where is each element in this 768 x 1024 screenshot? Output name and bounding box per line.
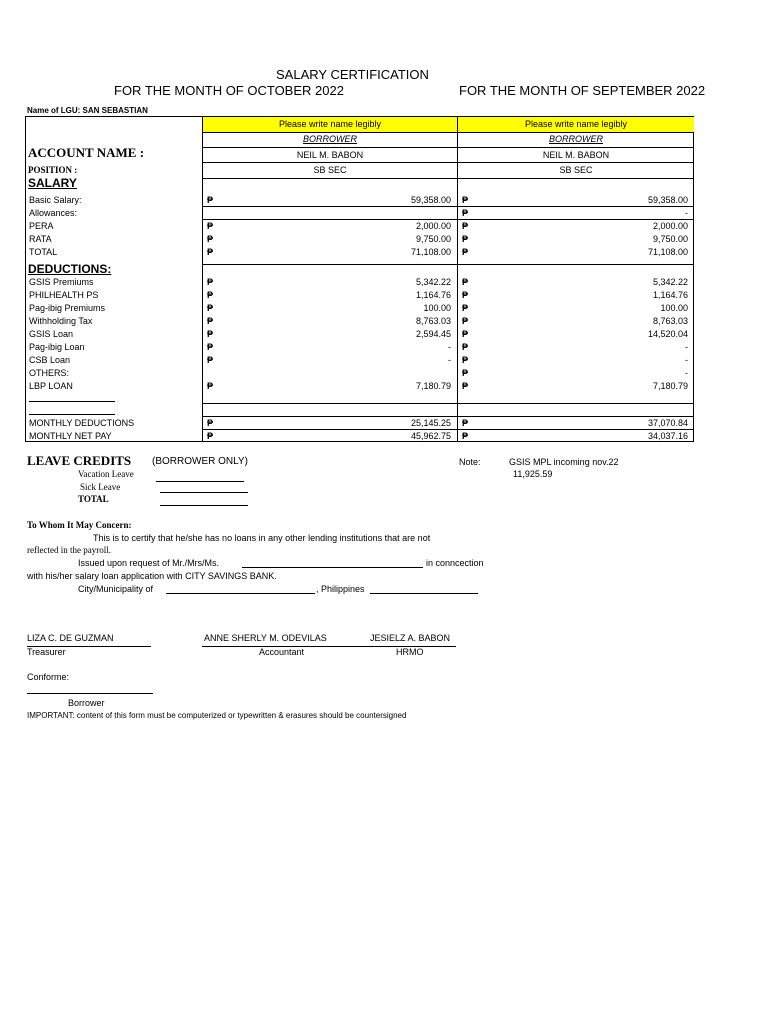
peso-sign: ₱ (462, 381, 469, 391)
cert-line3a: Issued upon request of Mr./Mrs/Ms. (78, 558, 220, 568)
peso-sign: ₱ (462, 316, 469, 326)
leave-total-label: TOTAL (78, 494, 109, 504)
peso-sign: ₱ (462, 290, 469, 300)
peso-sign: ₱ (207, 234, 214, 244)
signatory-3-role: HRMO (396, 647, 424, 657)
signatory-1-name: LIZA C. DE GUZMAN (27, 633, 114, 643)
borrower-label-2: BORROWER (549, 134, 603, 144)
row-label: MONTHLY NET PAY (29, 431, 112, 441)
value-col1: 1,164.76 (415, 290, 451, 300)
borrower-only: (BORROWER ONLY) (152, 456, 248, 467)
value-col2: 14,520.04 (647, 329, 688, 339)
cert-line3b: in conncection (426, 558, 484, 568)
peso-sign: ₱ (207, 329, 214, 339)
value-col1: - (448, 355, 451, 365)
borrower-label-1: BORROWER (303, 134, 357, 144)
value-col2: - (685, 208, 688, 218)
signatory-1-role: Treasurer (27, 647, 66, 657)
value-col2: 100.00 (660, 303, 688, 313)
value-col2: 37,070.84 (647, 418, 688, 428)
value-col1: 59,358.00 (410, 195, 451, 205)
value-col2: 8,763.03 (652, 316, 688, 326)
leave-heading: LEAVE CREDITS (27, 453, 132, 468)
signatory-2-name: ANNE SHERLY M. ODEVILAS (204, 633, 327, 643)
peso-sign: ₱ (462, 247, 469, 257)
borrower-sign-label: Borrower (68, 698, 105, 708)
row-label: LBP LOAN (29, 381, 73, 391)
peso-sign: ₱ (462, 342, 469, 352)
value-col2: - (685, 342, 688, 352)
value-col2: 2,000.00 (652, 221, 688, 231)
note-amount: 11,925.59 (513, 469, 553, 479)
deductions-heading: DEDUCTIONS: (28, 262, 112, 276)
header-note-1: Please write name legibly (203, 117, 457, 132)
value-col1: 2,594.45 (415, 329, 451, 339)
row-label: GSIS Loan (29, 329, 74, 339)
value-col1: 9,750.00 (415, 234, 451, 244)
peso-sign: ₱ (207, 277, 214, 287)
peso-sign: ₱ (462, 355, 469, 365)
cert-line1: This is to certify that he/she has no loans in any other lending institutions that are not (93, 533, 431, 543)
lgu-name: Name of LGU: SAN SEBASTIAN (27, 106, 148, 115)
peso-sign: ₱ (207, 316, 214, 326)
value-col1: 25,145.25 (410, 418, 451, 428)
row-label: PHILHEALTH PS (29, 290, 99, 300)
peso-sign: ₱ (462, 234, 469, 244)
row-label: TOTAL (29, 247, 58, 257)
row-label: CSB Loan (29, 355, 71, 365)
value-col2: 71,108.00 (647, 247, 688, 257)
row-label: MONTHLY DEDUCTIONS (29, 418, 135, 428)
peso-sign: ₱ (207, 418, 214, 428)
cert-line2: reflected in the payroll. (27, 545, 111, 555)
peso-sign: ₱ (462, 277, 469, 287)
peso-sign: ₱ (207, 381, 214, 391)
peso-sign: ₱ (462, 221, 469, 231)
position-label: POSITION : (28, 165, 78, 175)
cert-line4: with his/her salary loan application with CITY SAVINGS BANK. (27, 571, 277, 581)
peso-sign: ₱ (462, 368, 469, 378)
value-col2: - (685, 355, 688, 365)
salutation: To Whom It May Concern: (27, 520, 132, 530)
row-label: Withholding Tax (29, 316, 93, 326)
value-col1: - (448, 342, 451, 352)
value-col1: 5,342.22 (415, 277, 451, 287)
value-col2: 59,358.00 (647, 195, 688, 205)
peso-sign: ₱ (462, 418, 469, 428)
row-label: Basic Salary: (29, 195, 82, 205)
header-note-2: Please write name legibly (458, 117, 694, 132)
value-col1: 2,000.00 (415, 221, 451, 231)
value-col2: - (685, 368, 688, 378)
peso-sign: ₱ (207, 195, 214, 205)
salary-table (25, 116, 694, 442)
name-col1: NEIL M. BABON (296, 150, 364, 160)
row-label: Pag-ibig Premiums (29, 303, 106, 313)
value-col2: 9,750.00 (652, 234, 688, 244)
name-col2: NEIL M. BABON (542, 150, 610, 160)
month-left: FOR THE MONTH OF OCTOBER 2022 (114, 83, 344, 98)
peso-sign: ₱ (462, 303, 469, 313)
value-col2: 34,037.16 (647, 431, 688, 441)
value-col1: 71,108.00 (410, 247, 451, 257)
peso-sign: ₱ (462, 208, 469, 218)
value-col1: 100.00 (423, 303, 451, 313)
conforme-label: Conforme: (27, 672, 70, 682)
row-label: OTHERS: (29, 368, 70, 378)
peso-sign: ₱ (462, 431, 469, 441)
peso-sign: ₱ (207, 431, 214, 441)
peso-sign: ₱ (207, 247, 214, 257)
peso-sign: ₱ (462, 195, 469, 205)
peso-sign: ₱ (207, 303, 214, 313)
value-col2: 1,164.76 (652, 290, 688, 300)
peso-sign: ₱ (462, 329, 469, 339)
value-col1: 8,763.03 (415, 316, 451, 326)
note-text: GSIS MPL incoming nov.22 (509, 457, 619, 467)
important-note: IMPORTANT: content of this form must be computerized or typewritten & erasures should be countersigned (27, 711, 407, 720)
row-label: PERA (29, 221, 54, 231)
vacation-leave-label: Vacation Leave (78, 469, 134, 479)
position-col1: SB SEC (313, 165, 347, 175)
signatory-3-name: JESIELZ A. BABON (370, 633, 451, 643)
row-label: GSIS Premiums (29, 277, 94, 287)
position-col2: SB SEC (559, 165, 593, 175)
sick-leave-label: Sick Leave (80, 482, 121, 492)
note-label: Note: (459, 457, 481, 467)
peso-sign: ₱ (207, 290, 214, 300)
value-col2: 5,342.22 (652, 277, 688, 287)
salary-heading: SALARY (28, 176, 77, 190)
value-col2: 7,180.79 (652, 381, 688, 391)
peso-sign: ₱ (207, 342, 214, 352)
peso-sign: ₱ (207, 355, 214, 365)
row-label: Allowances: (29, 208, 78, 218)
value-col1: 7,180.79 (415, 381, 451, 391)
cert-line5a: City/Municipality of (78, 584, 154, 594)
cert-line5b: , Philippines (316, 584, 365, 594)
peso-sign: ₱ (207, 221, 214, 231)
account-name-label: ACCOUNT NAME : (28, 145, 145, 160)
month-right: FOR THE MONTH OF SEPTEMBER 2022 (459, 83, 706, 98)
value-col1: 45,962.75 (410, 431, 451, 441)
row-label: Pag-ibig Loan (29, 342, 85, 352)
signatory-2-role: Accountant (259, 647, 305, 657)
row-label: RATA (29, 234, 52, 244)
page-title: SALARY CERTIFICATION (276, 67, 429, 82)
